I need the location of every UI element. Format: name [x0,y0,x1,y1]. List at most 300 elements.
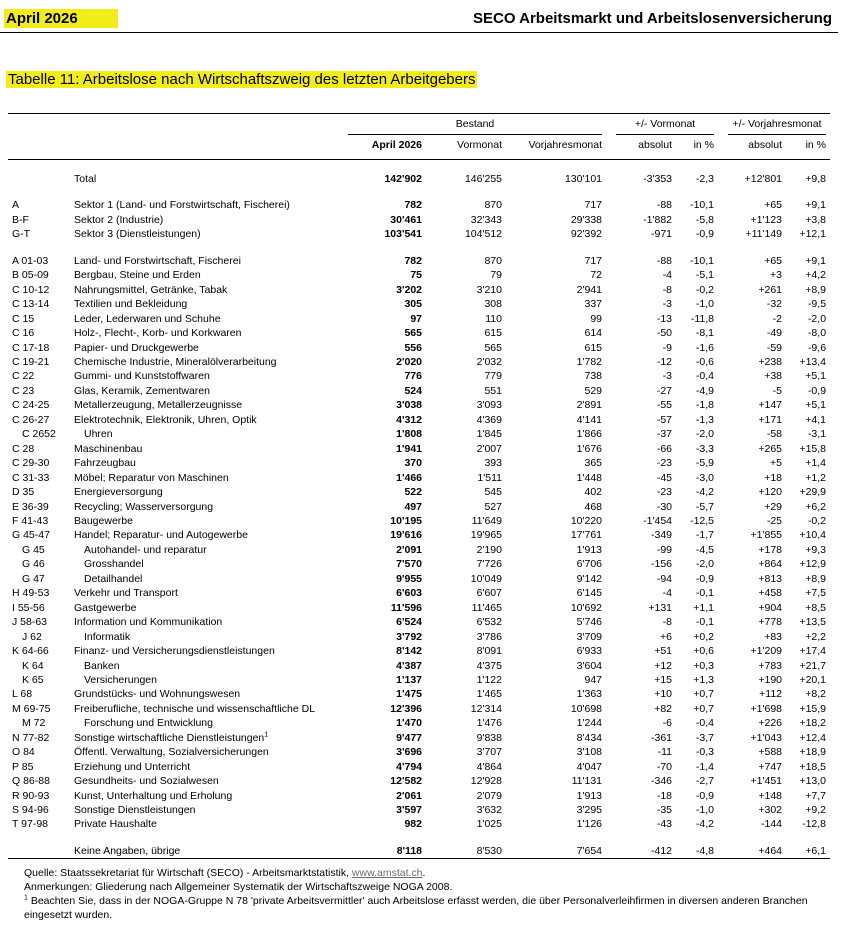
row-code: C 10-12 [12,283,50,296]
row-code: Q 86-88 [12,775,50,788]
row-code: D 35 [12,486,35,499]
row-value: +12 [654,659,673,672]
row-value: +8,9 [805,283,827,296]
row-label: Sonstige Dienstleistungen [74,804,196,817]
row-value: -25 [766,514,783,527]
row-value: -10,1 [690,199,715,212]
table-row [8,789,830,803]
row-value: 12'314 [470,702,502,715]
row-label: Banken [84,659,120,672]
row-value: 8'091 [476,645,502,658]
row-value: +9,8 [805,173,827,185]
table-row [8,398,830,412]
row-value: 1'126 [576,818,603,831]
row-code: G 45-47 [12,529,50,542]
row-value: 947 [584,673,603,686]
row-value: -3,7 [695,731,715,744]
row-value: 614 [584,327,603,340]
row-value: +302 [758,804,783,817]
row-value: -45 [656,471,673,484]
row-value: +13,0 [799,775,827,788]
row-label: Sektor 2 (Industrie) [74,213,164,226]
row-value: 3'632 [476,804,502,817]
row-value: 2'091 [396,543,422,556]
table-row [8,702,830,716]
row-value: -0,1 [695,587,715,600]
row-code: R 90-93 [12,789,50,802]
row-value: -57 [656,413,673,426]
row-value: -4,5 [695,543,715,556]
row-value: 1'511 [477,471,502,484]
row-value: +21,7 [799,659,827,672]
table-row [8,630,830,644]
row-label: Total [74,173,97,185]
row-label: Recycling; Wasserversorgung [74,500,214,513]
row-value: +747 [758,760,783,773]
row-value: +9,1 [805,254,827,267]
row-label: Sektor 3 (Dienstleistungen) [74,228,201,241]
row-value: -9 [662,341,673,354]
row-value: 1'866 [576,428,603,441]
row-value: 10'220 [570,514,603,527]
row-code: G 47 [22,572,45,585]
row-value: +1,3 [693,673,715,686]
row-value: -4,2 [695,486,715,499]
row-value: 99 [590,312,603,325]
row-value: 3'709 [576,630,603,643]
row-label: Grosshandel [84,558,144,571]
row-value: -12 [656,355,673,368]
row-label: Autohandel- und reparatur [84,543,207,556]
row-value: -3'353 [643,173,673,185]
col-absolut-vormonat: absolut [638,139,673,151]
row-value: 545 [484,486,502,499]
row-value: +29,9 [799,486,827,499]
table-row [8,673,830,687]
row-value: +1'451 [750,775,783,788]
row-value: -49 [766,327,783,340]
col-april: April 2026 [371,139,422,151]
row-value: 8'142 [396,645,422,658]
row-label: Nahrungsmittel, Getränke, Tabak [74,283,228,296]
row-value: +1'209 [750,645,783,658]
row-label: Land- und Forstwirtschaft, Fischerei [74,254,241,267]
row-value: 8'530 [426,844,506,859]
row-value: 6'607 [476,587,502,600]
row-value: +18,5 [799,760,827,773]
row-value: 30'461 [390,213,422,226]
table-row [8,198,830,212]
row-value: +0,3 [693,659,715,672]
col-inpct-vormonat: in % [693,139,715,151]
table-row [8,803,830,817]
row-value: 12'928 [470,775,502,788]
row-value: -32 [766,298,783,311]
row-value: +12'801 [744,173,783,185]
header-row-groups [8,114,830,136]
table-row [8,254,830,268]
row-value: -0,1 [695,616,715,629]
row-value: 11'596 [390,601,422,614]
row-value: +3,8 [805,213,827,226]
table-row [8,485,830,499]
row-value: 6'532 [476,616,502,629]
row-value: 8'118 [348,844,426,859]
row-value: 4'864 [476,760,502,773]
table-row [8,760,830,774]
row-value: +6,1 [786,844,830,859]
row-value: 782 [404,254,422,267]
row-value: -35 [656,804,673,817]
row-value: 4'794 [396,760,422,773]
row-value: -50 [656,327,673,340]
row-value: -59 [766,341,783,354]
row-value: -5,7 [695,500,715,513]
row-code: C 15 [12,312,35,325]
table-row [8,369,830,383]
col-vorjahresmonat: Vorjahresmonat [528,139,603,151]
row-value: -0,4 [695,717,715,730]
row-value: -27 [656,384,673,397]
col-absolut-vorjahr: absolut [748,139,783,151]
row-code: O 84 [12,746,35,759]
row-value: 12'396 [390,702,422,715]
row-value: +864 [758,558,783,571]
row-value: -1,0 [695,298,715,311]
row-value: 1'676 [576,442,603,455]
table-row [8,586,830,600]
row-value: 29'338 [570,213,603,226]
row-code: A 01-03 [12,254,49,267]
row-code: I 55-56 [12,601,45,614]
row-code: C 17-18 [12,341,50,354]
row-value: 1'808 [396,428,422,441]
table-row [8,268,830,282]
col-inpct-vorjahr: in % [805,139,827,151]
remarks-line: Anmerkungen: Gliederung nach Allgemeiner Systematik der Wirtschaftszweige NOGA 2008. [24,881,453,893]
row-value: 6'603 [396,587,422,600]
row-value: 103'541 [384,228,422,241]
row-value: +0,6 [693,645,715,658]
row-value: +1'855 [750,529,783,542]
row-label: Freiberufliche, technische und wissenschaftliche DL [74,702,316,715]
row-value: +18,2 [799,717,827,730]
row-value: -0,9 [695,789,715,802]
header-divider [0,32,838,33]
table-row [8,227,830,241]
row-value: -349 [651,529,673,542]
row-value: 1'465 [476,688,502,701]
row-label: Information und Kommunikation [74,616,223,629]
row-value: 615 [584,341,603,354]
table-row [8,172,830,186]
row-value: +1'698 [750,702,783,715]
row-value: -66 [656,442,673,455]
row-value: -10,1 [690,254,715,267]
row-value: 3'202 [396,283,422,296]
row-value: -23 [656,486,673,499]
row-value: 104'512 [464,228,502,241]
row-value: 2'941 [576,283,603,296]
row-code: H 49-53 [12,587,50,600]
row-value: -30 [656,500,673,513]
row-value: 337 [584,298,603,311]
row-value: 615 [484,327,502,340]
row-value: 4'141 [576,413,603,426]
row-value: +15,8 [799,442,827,455]
row-value: 4'387 [396,659,422,672]
report-title: SECO Arbeitsmarkt und Arbeitslosenversicherung [473,10,832,27]
row-value: 527 [484,500,502,513]
row-value: +6,2 [805,500,827,513]
row-value: -9,5 [807,298,827,311]
row-value: -0,2 [695,283,715,296]
row-value: +18 [764,471,783,484]
row-value: -13 [656,312,673,325]
amstat-link[interactable]: www.amstat.ch [351,867,423,879]
row-value: -971 [651,228,673,241]
row-code: B-F [12,213,29,226]
row-label: Elektrotechnik, Elektronik, Uhren, Optik [74,413,257,426]
row-value: 1'244 [576,717,603,730]
row-value: -412 [606,844,676,859]
row-code: E 36-39 [12,500,49,513]
row-value: 3'597 [396,804,422,817]
group-bestand-header: Bestand [348,114,606,136]
row-value: 8'434 [576,731,603,744]
row-value: +83 [764,630,783,643]
row-value: 11'465 [471,601,502,614]
row-value: +778 [758,616,783,629]
row-code: J 62 [22,630,42,643]
row-value: +171 [758,413,783,426]
group-vormonat-header: +/- Vormonat [606,114,718,136]
table-row [8,543,830,557]
row-code: P 85 [12,760,34,773]
row-value: +20,1 [799,673,827,686]
row-value: +12,4 [799,731,827,744]
row-value: -361 [651,731,673,744]
row-code: C 23 [12,384,35,397]
row-code: F 41-43 [12,514,49,527]
row-value: 497 [404,500,422,513]
row-value: 6'933 [576,645,603,658]
row-value: -5,9 [695,457,715,470]
row-value: 870 [484,199,502,212]
row-label: Chemische Industrie, Mineralölverarbeitung [74,355,277,368]
row-value: -12,8 [802,818,827,831]
row-value: 717 [584,254,603,267]
row-value: 9'477 [396,731,422,744]
table-row [8,601,830,615]
row-value: +15,9 [799,702,827,715]
row-value: 565 [404,327,422,340]
row-label: Keine Angaben, übrige [70,844,348,859]
row-code: S 94-96 [12,804,49,817]
row-value: 142'902 [384,173,422,185]
row-code: C 29-30 [12,457,50,470]
row-value: -8,1 [695,327,715,340]
row-value: 468 [584,500,603,513]
row-value: -1,4 [695,760,715,773]
row-code: A [12,199,20,212]
table-title: Tabelle 11: Arbeitslose nach Wirtschaftszweig des letzten Arbeitgebers [8,71,476,88]
row-value: 393 [484,457,502,470]
row-value: +8,9 [805,572,827,585]
source-line: Quelle: Staatssekretariat für Wirtschaft (SECO) - Arbeitsmarktstatistik, www.amstat.ch. [24,867,426,879]
row-label: Versicherungen [84,673,157,686]
row-value: +112 [759,688,783,701]
row-code: C 16 [12,327,35,340]
row-value: 130'101 [564,173,603,185]
row-value: +10 [654,688,673,701]
row-value: 3'038 [396,399,422,412]
row-value: -0,3 [695,746,715,759]
row-code: T 97-98 [12,818,48,831]
row-value: 6'145 [576,587,603,600]
row-value: -3,3 [695,442,715,455]
row-value: 308 [484,298,502,311]
row-value: 3'707 [476,746,502,759]
row-value: -5 [772,384,783,397]
row-value: 776 [404,370,422,383]
row-value: 11'131 [571,775,603,788]
row-value: 7'654 [506,844,606,859]
row-value: 72 [590,269,603,282]
row-label: Uhren [84,428,113,441]
row-value: +38 [764,370,783,383]
row-value: +131 [648,601,673,614]
row-label: Handel; Reparatur- und Autogewerbe [74,529,248,542]
row-value: -2,0 [807,312,827,325]
row-value: 2'020 [396,355,422,368]
row-value: 3'604 [576,659,603,672]
table-row [8,687,830,701]
row-value: 402 [584,486,603,499]
row-label: Forschung und Entwicklung [84,717,213,730]
row-value: -0,4 [695,370,715,383]
row-label: Verkehr und Transport [74,587,178,600]
row-value: -2,3 [695,173,715,185]
row-value: 4'369 [476,413,502,426]
row-value: 529 [584,384,603,397]
row-value: 522 [404,486,422,499]
row-value: +813 [758,572,783,585]
row-code: M 72 [22,717,46,730]
row-value: 524 [404,384,422,397]
row-value: 1'363 [576,688,603,701]
row-label: Glas, Keramik, Zementwaren [74,384,210,397]
row-value: 19'965 [470,529,502,542]
row-value: +9,2 [805,804,827,817]
row-value: -1,7 [695,529,715,542]
row-value: +4,2 [805,269,827,282]
row-value: -144 [761,818,783,831]
row-value: 10'049 [470,572,502,585]
row-value: +12,9 [799,558,827,571]
row-value: -37 [656,428,673,441]
row-value: +0,2 [693,630,715,643]
row-value: 10'692 [570,601,603,614]
row-value: +1'123 [750,213,783,226]
table-row [8,528,830,542]
row-value: -156 [651,558,673,571]
row-code: G 45 [22,543,45,556]
row-value: 779 [484,370,502,383]
row-value: +226 [758,717,783,730]
row-value: 75 [410,269,422,282]
table-row [8,514,830,528]
row-value: +9,1 [805,199,827,212]
row-value: +1,4 [805,457,827,470]
row-value: +10,4 [799,529,827,542]
row-label: Gummi- und Kunststoffwaren [74,370,210,383]
row-value: -2,7 [695,775,715,788]
row-value: 9'142 [576,572,603,585]
row-label: Erziehung und Unterricht [74,760,191,773]
row-label: Möbel; Reparatur von Maschinen [74,471,229,484]
row-label: Holz-, Flecht-, Korb- und Korkwaren [74,327,242,340]
table-row [8,341,830,355]
row-label: Maschinenbau [74,442,143,455]
row-label: Metallerzeugung, Metallerzeugnisse [74,399,243,412]
row-value: +18,9 [799,746,827,759]
table-row [8,213,830,227]
row-value: 10'195 [390,514,422,527]
row-value: 3'210 [476,283,502,296]
row-value: +4,1 [805,413,827,426]
row-value: +238 [758,355,783,368]
row-value: 1'941 [396,442,422,455]
row-value: -5,1 [695,269,715,282]
row-label: Sonstige wirtschaftliche Dienstleistungen$^1$ [74,731,269,744]
row-value: 3'108 [576,746,603,759]
table-body [8,160,830,859]
row-value: 1'466 [396,471,422,484]
header-row-columns [8,135,830,156]
table-row [8,745,830,759]
row-value: 6'706 [576,558,603,571]
row-value: +29 [764,500,783,513]
row-value: -3 [662,298,673,311]
row-value: 7'726 [476,558,502,571]
row-label: Öffentl. Verwaltung, Sozialversicherungen [74,746,269,759]
row-value: 2'891 [576,399,603,412]
row-value: -23 [656,457,673,470]
table-row [8,471,830,485]
row-value: +7,7 [805,789,827,802]
row-value: +464 [718,844,786,859]
row-value: -43 [656,818,673,831]
table-row [8,731,830,745]
row-value: -99 [656,543,673,556]
row-code: C 31-33 [12,471,50,484]
table-row [8,456,830,470]
row-code: C 19-21 [12,355,50,368]
row-code: N 77-82 [12,731,50,744]
row-value: 4'375 [476,659,502,672]
row-value: 1'137 [396,673,422,686]
row-value: 7'570 [396,558,422,571]
row-value: 1'448 [576,471,603,484]
row-value: 2'007 [476,442,502,455]
row-code: K 65 [22,673,44,686]
table-row [8,615,830,629]
row-value: +13,5 [799,616,827,629]
table-row [8,413,830,427]
row-value: 782 [404,199,422,212]
row-value: -1,0 [695,804,715,817]
